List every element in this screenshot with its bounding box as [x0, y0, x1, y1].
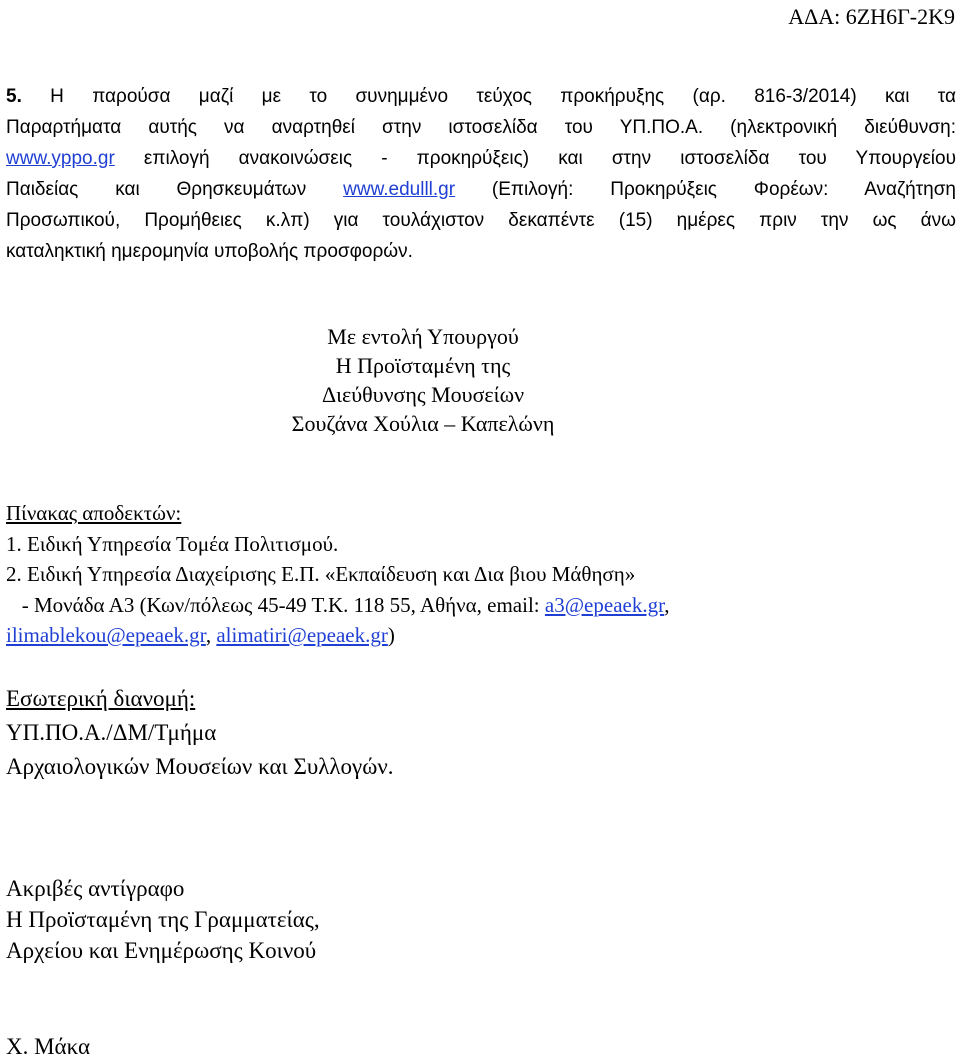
- recipient-item: 2. Ειδική Υπηρεσία Διαχείρισης Ε.Π. «Εκπαίδευση και Δια βιου Μάθηση»: [6, 562, 636, 586]
- email-link-a3[interactable]: a3@epeaek.gr: [544, 592, 665, 617]
- signature-name: Σουζάνα Χούλια – Καπελώνη: [291, 411, 555, 436]
- separator: ): [387, 623, 395, 647]
- separator: ,: [664, 592, 670, 617]
- signature-block: [0, 322, 903, 438]
- recipient-subitem: [6, 590, 956, 621]
- paragraph-text: Η παρούσα μαζί με το συνημμένο τεύχος προκήρυξης (αρ. 816-3/2014) και τα: [21, 86, 956, 107]
- paragraph-number: 5.: [6, 86, 22, 107]
- copy-line: Η Προϊσταμένη της Γραμματείας,: [6, 907, 320, 932]
- internal-line: ΥΠ.ΠΟ.Α./ΔΜ/Τμήμα: [6, 720, 217, 745]
- recipient-address: - Μονάδα Α3 (Κων/πόλεως 45-49 Τ.Κ. 118 55, Αθήνα, email:: [6, 592, 545, 617]
- paragraph-line: [6, 174, 956, 205]
- signature-line: Διεύθυνσης Μουσείων: [321, 382, 525, 407]
- ada-code: ΑΔΑ: 6ΖΗ6Γ-2Κ9: [788, 4, 955, 29]
- recipient-emails: [6, 620, 956, 651]
- paragraph-line: Προσωπικού, Προμήθειες κ.λπ) για τουλάχιστον δεκαπέντε (15) ημέρες πριν την ως άνω: [6, 210, 956, 231]
- recipients-heading: Πίνακας αποδεκτών:: [6, 501, 182, 525]
- paragraph-line: καταληκτική ημερομηνία υποβολής προσφορών.: [6, 241, 413, 262]
- email-link-alimatiri[interactable]: alimatiri@epeaek.gr: [216, 623, 388, 647]
- yppo-link[interactable]: www.yppo.gr: [6, 148, 115, 169]
- signature-line: Η Προϊσταμένη της: [335, 353, 511, 378]
- separator: ,: [205, 623, 217, 647]
- paragraph-5: [6, 81, 956, 267]
- paragraph-line: [6, 143, 956, 174]
- signer-name: Χ. Μάκα: [6, 1034, 91, 1059]
- internal-heading: Εσωτερική διανομή:: [6, 686, 196, 711]
- paragraph-text: Παιδείας και Θρησκευμάτων: [6, 179, 344, 200]
- signature-line: Με εντολή Υπουργού: [327, 324, 519, 349]
- copy-line: Αρχείου και Ενημέρωσης Κοινού: [6, 938, 317, 963]
- paragraph-line: [6, 81, 956, 112]
- recipient-item: 1. Ειδική Υπηρεσία Τομέα Πολιτισμού.: [6, 531, 339, 556]
- paragraph-line: Παραρτήματα αυτής να αναρτηθεί στην ιστοσελίδα του ΥΠ.ΠΟ.Α. (ηλεκτρονική διεύθυνση:: [6, 117, 956, 138]
- internal-line: Αρχαιολογικών Μουσείων και Συλλογών.: [6, 754, 394, 779]
- email-link-ilimablekou[interactable]: ilimablekou@epeaek.gr: [6, 623, 206, 647]
- paragraph-text: (Επιλογή: Προκηρύξεις Φορέων: Αναζήτηση: [455, 179, 957, 200]
- copy-line: Ακριβές αντίγραφο: [6, 876, 185, 901]
- recipients-list: [6, 498, 956, 651]
- internal-distribution: [6, 682, 394, 784]
- certified-copy: [6, 873, 320, 966]
- edulll-link[interactable]: www.edulll.gr: [343, 179, 456, 200]
- paragraph-text: επιλογή ανακοινώσεις - προκηρύξεις) και στην ιστοσελίδα του Υπουργείου: [114, 148, 956, 169]
